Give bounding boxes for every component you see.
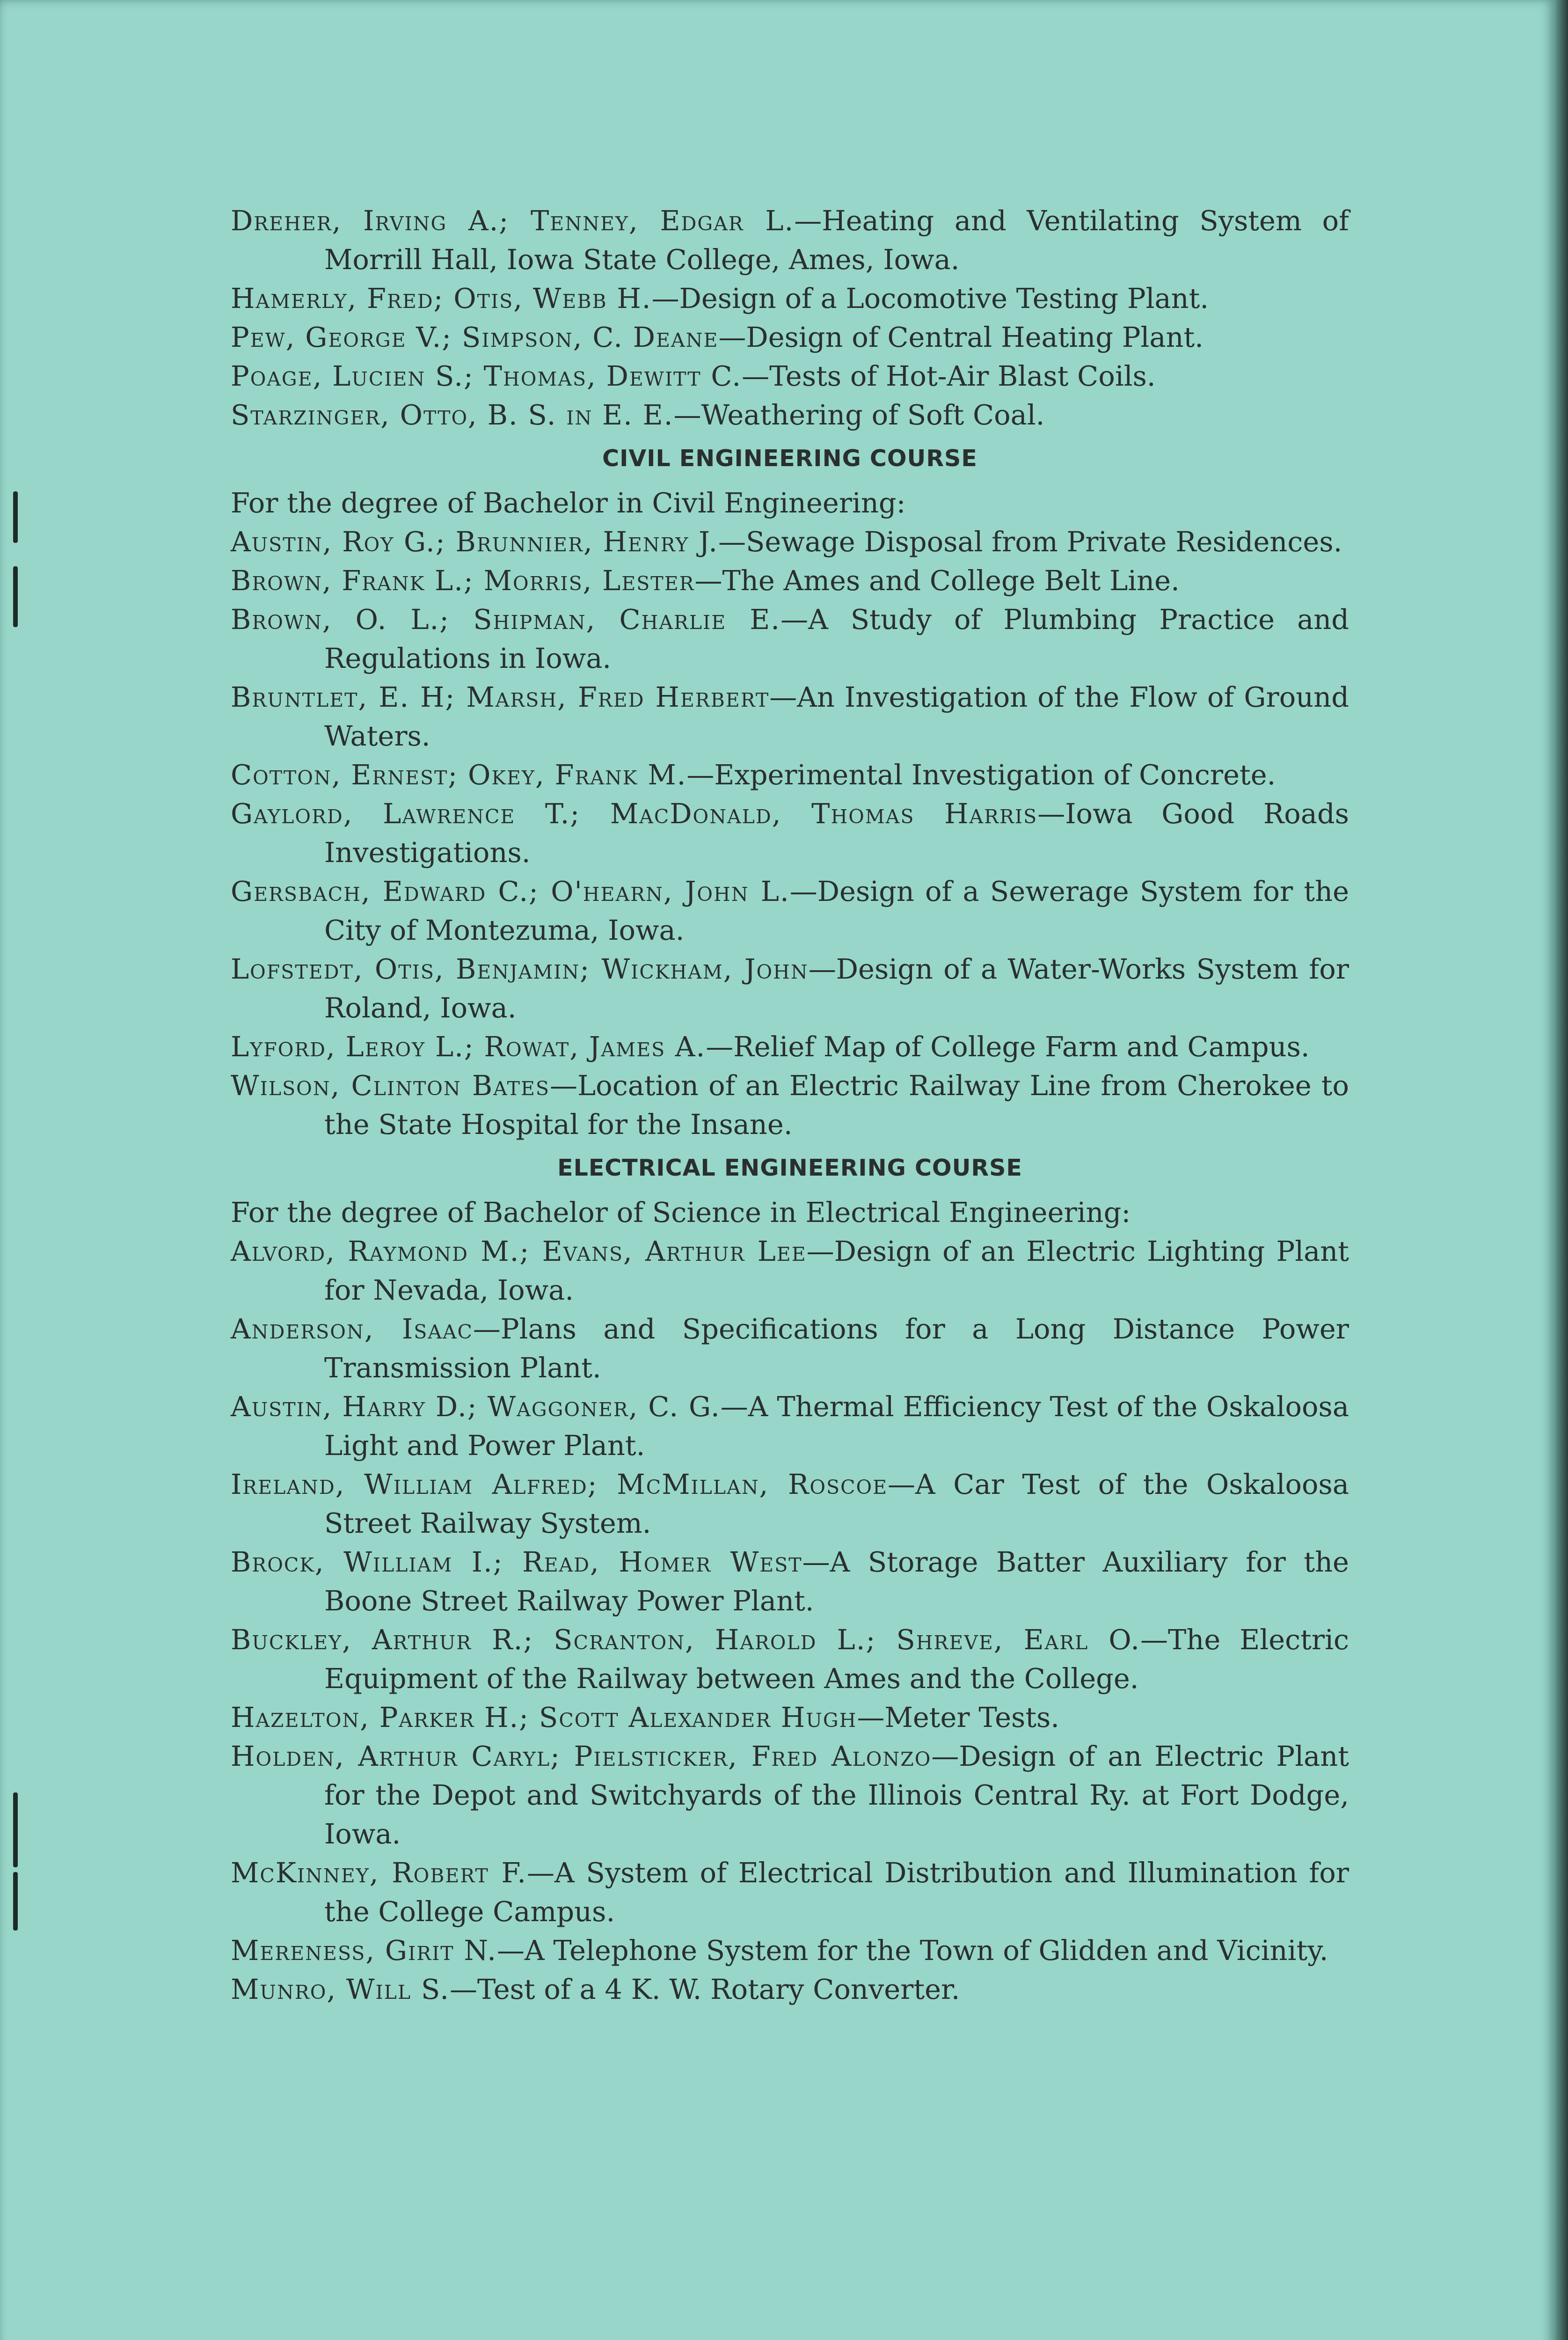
entry-names: Gersbach, Edward C.; O'hearn, John L.: [231, 875, 790, 907]
page-content: [231, 201, 1349, 2009]
electrical-entry-list: [231, 1232, 1349, 2009]
entry-title: —A Car Test of the Oskaloosa Street Railway System.: [324, 1468, 1349, 1539]
entry-names: Holden, Arthur Caryl; Pielsticker, Fred Alonzo: [231, 1740, 932, 1772]
entry-title: —Weathering of Soft Coal.: [673, 399, 1045, 431]
list-item: [231, 318, 1349, 357]
top-entry-list: [231, 201, 1349, 434]
list-item: [231, 794, 1349, 872]
entry-names: Hazelton, Parker H.; Scott Alexander Hugh: [231, 1701, 857, 1733]
list-item: [231, 561, 1349, 600]
entry-title: —Sewage Disposal from Private Residences.: [718, 526, 1342, 558]
electrical-engineering-heading: ELECTRICAL ENGINEERING COURSE: [557, 1155, 1022, 1181]
entry-title: —Location of an Electric Railway Line from Cherokee to the State Hospital for the Insane.: [324, 1069, 1349, 1141]
entry-names: Wilson, Clinton Bates: [231, 1069, 550, 1102]
entry-title: —An Investigation of the Flow of Ground Waters.: [324, 681, 1349, 752]
list-item: [231, 678, 1349, 755]
list-item: [231, 950, 1349, 1027]
entry-title: —Design of a Locomotive Testing Plant.: [651, 282, 1209, 314]
list-item: [231, 1931, 1349, 1970]
page-edge: [1556, 0, 1568, 2340]
list-item: [231, 1066, 1349, 1144]
entry-names: Lofstedt, Otis, Benjamin; Wickham, John: [231, 953, 809, 985]
entry-title: —A Telephone System for the Town of Glidden and Vicinity.: [497, 1934, 1328, 1967]
entry-title: —Meter Tests.: [857, 1701, 1060, 1733]
entry-names: Gaylord, Lawrence T.; MacDonald, Thomas Harris: [231, 797, 1038, 830]
entry-title: —Design of an Electric Lighting Plant for Nevada, Iowa.: [324, 1235, 1349, 1306]
entry-title: —A Storage Batter Auxiliary for the Boone Street Railway Power Plant.: [324, 1546, 1349, 1617]
entry-names: Austin, Roy G.; Brunnier, Henry J.: [231, 526, 718, 558]
entry-title: —A Thermal Efficiency Test of the Oskaloosa Light and Power Plant.: [324, 1390, 1349, 1462]
entry-names: McKinney, Robert F.: [231, 1857, 527, 1889]
list-item: [231, 1970, 1349, 2009]
entry-title: —A Study of Plumbing Practice and Regulations in Iowa.: [324, 603, 1349, 674]
binding-mark: [13, 566, 18, 627]
entry-title: —Design of Central Heating Plant.: [718, 321, 1204, 353]
list-item: [231, 1698, 1349, 1737]
list-item: [231, 1027, 1349, 1066]
entry-names: Pew, George V.; Simpson, C. Deane: [231, 321, 719, 353]
binding-mark: [13, 1792, 18, 1867]
binding-mark: [13, 1872, 18, 1930]
list-item: [231, 1853, 1349, 1931]
entry-names: Buckley, Arthur R.; Scranton, Harold L.; Shreve, Earl O.: [231, 1623, 1141, 1656]
civil-entry-list: [231, 522, 1349, 1144]
list-item: [231, 872, 1349, 950]
list-item: [231, 1232, 1349, 1309]
entry-names: Brock, William I.; Read, Homer West: [231, 1546, 802, 1578]
civil-engineering-heading: CIVIL ENGINEERING COURSE: [602, 445, 977, 472]
list-item: [231, 279, 1349, 318]
entry-names: Brown, Frank L.; Morris, Lester: [231, 564, 695, 597]
entry-title: —Tests of Hot-Air Blast Coils.: [742, 360, 1156, 392]
binding-mark: [13, 491, 18, 543]
list-item: [231, 1387, 1349, 1465]
entry-title: —Test of a 4 K. W. Rotary Converter.: [449, 1973, 960, 2005]
entry-title: —The Ames and College Belt Line.: [694, 564, 1180, 597]
entry-title: —Design of an Electric Plant for the Depot and Switchyards of the Illinois Central Ry. at Fort Dodge, Iowa.: [324, 1740, 1349, 1850]
entry-names: Austin, Harry D.; Waggoner, C. G.: [231, 1390, 721, 1423]
entry-names: Alvord, Raymond M.; Evans, Arthur Lee: [231, 1235, 807, 1267]
entry-names: Anderson, Isaac: [231, 1313, 473, 1345]
entry-names: Starzinger, Otto, B. S. in E. E.: [231, 399, 674, 431]
list-item: [231, 600, 1349, 678]
list-item: [231, 395, 1349, 434]
entry-names: Poage, Lucien S.; Thomas, Dewitt C.: [231, 360, 742, 392]
entry-title: —Heating and Ventilating System of Morrill Hall, Iowa State College, Ames, Iowa.: [324, 205, 1349, 276]
electrical-intro: For the degree of Bachelor of Science in Electrical Engineering:: [231, 1196, 1131, 1228]
entry-names: Dreher, Irving A.; Tenney, Edgar L.: [231, 205, 795, 237]
list-item: [231, 522, 1349, 561]
list-item: [231, 1465, 1349, 1543]
entry-title: —Design of a Water-Works System for Roland, Iowa.: [324, 953, 1349, 1024]
entry-names: Brown, O. L.; Shipman, Charlie E.: [231, 603, 781, 636]
entry-names: Hamerly, Fred; Otis, Webb H.: [231, 282, 652, 314]
entry-names: Mereness, Girit N.: [231, 1934, 497, 1967]
entry-title: —A System of Electrical Distribution and Illumination for the College Campus.: [324, 1857, 1349, 1928]
entry-title: —Plans and Specifications for a Long Distance Power Transmission Plant.: [324, 1313, 1349, 1384]
list-item: [231, 1737, 1349, 1853]
list-item: [231, 357, 1349, 395]
list-item: [231, 1620, 1349, 1698]
entry-names: Bruntlet, E. H; Marsh, Fred Herbert: [231, 681, 770, 713]
entry-title: —Experimental Investigation of Concrete.: [686, 759, 1276, 791]
list-item: [231, 1309, 1349, 1387]
entry-title: —Design of a Sewerage System for the City of Montezuma, Iowa.: [324, 875, 1349, 946]
entry-names: Lyford, Leroy L.; Rowat, James A.: [231, 1031, 706, 1063]
entry-names: Munro, Will S.: [231, 1973, 450, 2005]
entry-names: Cotton, Ernest; Okey, Frank M.: [231, 759, 687, 791]
entry-title: —The Electric Equipment of the Railway between Ames and the College.: [324, 1623, 1349, 1695]
list-item: [231, 1543, 1349, 1620]
list-item: [231, 201, 1349, 279]
civil-intro: For the degree of Bachelor in Civil Engineering:: [231, 487, 906, 519]
entry-title: —Relief Map of College Farm and Campus.: [706, 1031, 1310, 1063]
entry-title: —Iowa Good Roads Investigations.: [324, 797, 1349, 869]
list-item: [231, 755, 1349, 794]
entry-names: Ireland, William Alfred; McMillan, Roscoe: [231, 1468, 888, 1500]
